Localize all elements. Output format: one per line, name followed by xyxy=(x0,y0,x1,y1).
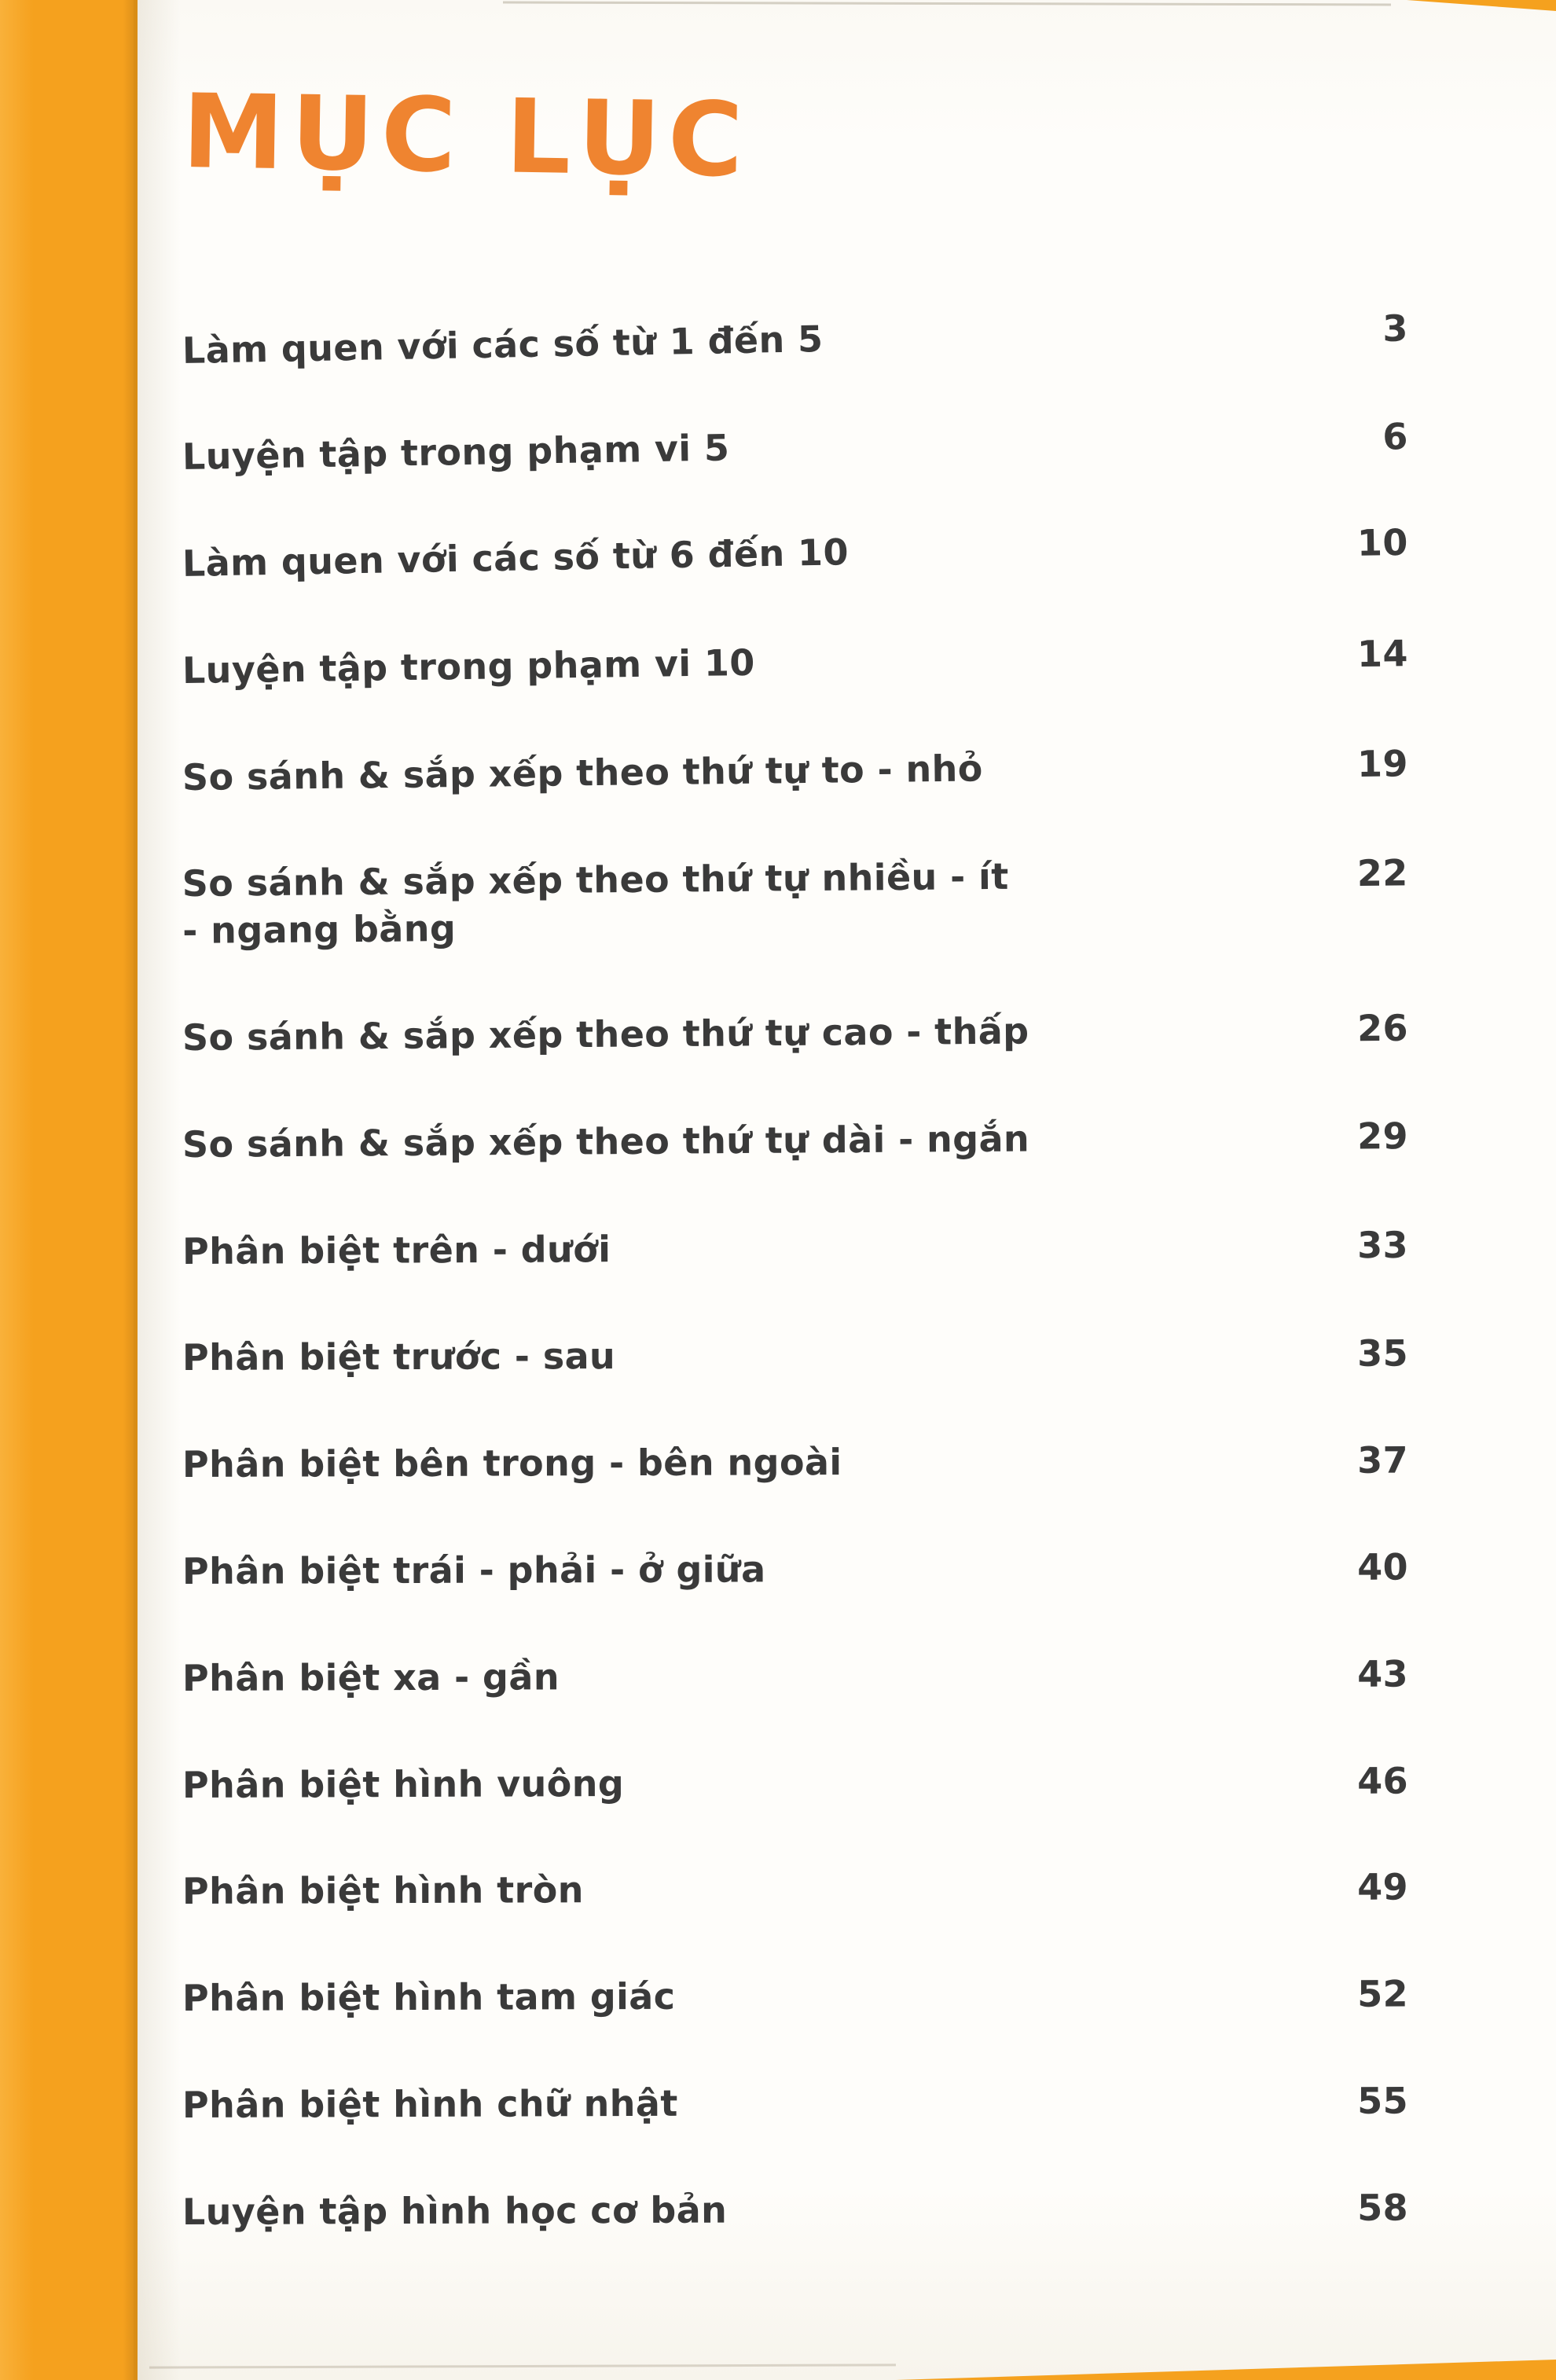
toc-entry-label: Phân biệt bên trong - bên ngoài xyxy=(182,1441,842,1486)
toc-entry-page: 19 xyxy=(1356,741,1409,785)
toc-entry-label: Phân biệt trái - phải - ở giữa xyxy=(182,1548,766,1593)
toc-row xyxy=(182,2184,1408,2235)
scan-edge-top xyxy=(503,2,1391,6)
toc-entry-page: 22 xyxy=(1356,851,1408,895)
toc-entry-page: 35 xyxy=(1357,1332,1409,1375)
scan-corner-bottom-right xyxy=(896,2360,1556,2380)
toc-row xyxy=(182,1005,1408,1062)
toc-row xyxy=(182,413,1409,481)
toc-entry-page: 37 xyxy=(1357,1438,1409,1482)
toc-list xyxy=(182,306,1409,2236)
toc-entry-label: So sánh & sắp xếp theo thứ tự dài - ngắn xyxy=(182,1117,1030,1166)
toc-entry-page: 49 xyxy=(1357,1866,1409,1909)
scan-edge-bottom xyxy=(149,2363,896,2368)
toc-entry-label: Phân biệt hình tròn xyxy=(182,1868,584,1913)
page-title: MỤC LỤC xyxy=(181,72,751,200)
toc-entry-page: 33 xyxy=(1357,1223,1409,1266)
toc-entry-label: Phân biệt hình chữ nhật xyxy=(182,2081,678,2127)
toc-entry-page: 46 xyxy=(1357,1759,1409,1802)
left-border-stripe xyxy=(0,0,134,2380)
toc-entry-page: 55 xyxy=(1357,2079,1409,2122)
toc-row xyxy=(182,1438,1408,1489)
toc-row xyxy=(182,305,1408,374)
toc-entry-label: Phân biệt trên - dưới xyxy=(182,1227,611,1273)
toc-entry-page: 26 xyxy=(1356,1006,1409,1050)
toc-entry-label: Luyện tập hình học cơ bản xyxy=(182,2188,728,2233)
toc-entry-page: 14 xyxy=(1356,632,1409,676)
stripe-shadow xyxy=(138,0,181,2380)
toc-entry-label: Phân biệt hình tam giác xyxy=(182,1975,676,2020)
toc-row xyxy=(182,740,1409,801)
toc-row xyxy=(182,850,1408,955)
toc-entry-label: Phân biệt trước - sau xyxy=(182,1335,616,1379)
toc-entry-page: 52 xyxy=(1357,1972,1409,2016)
toc-entry-page: 6 xyxy=(1382,415,1409,458)
toc-entry-label: Luyện tập trong phạm vi 5 xyxy=(182,426,730,479)
toc-entry-label: So sánh & sắp xếp theo thứ tự nhiều - ít - ngang bằng xyxy=(182,855,1009,953)
toc-entry-page: 58 xyxy=(1357,2186,1409,2229)
toc-entry-page: 43 xyxy=(1357,1652,1409,1695)
toc-entry-page: 29 xyxy=(1356,1114,1409,1158)
scan-corner-top-right xyxy=(1407,0,1556,11)
toc-row xyxy=(182,1864,1408,1915)
toc-entry-label: Luyện tập trong phạm vi 10 xyxy=(182,641,756,692)
toc-entry-page: 3 xyxy=(1382,306,1409,350)
page-content xyxy=(182,68,1408,2236)
toc-row xyxy=(182,1651,1408,1702)
toc-entry-label: So sánh & sắp xếp theo thứ tự to - nhỏ xyxy=(182,747,984,799)
toc-row xyxy=(182,1331,1408,1382)
toc-entry-label: Phân biệt xa - gần xyxy=(182,1655,560,1699)
toc-row xyxy=(182,2078,1408,2129)
toc-entry-label: Phân biệt hình vuông xyxy=(182,1761,625,1806)
toc-entry-page: 10 xyxy=(1356,520,1409,564)
toc-entry-label: So sánh & sắp xếp theo thứ tự cao - thấp xyxy=(182,1009,1029,1060)
toc-row xyxy=(182,1222,1408,1276)
toc-row xyxy=(182,1544,1408,1596)
toc-row xyxy=(182,1757,1408,1809)
toc-entry-label: Làm quen với các số từ 1 đến 5 xyxy=(182,317,824,372)
toc-row xyxy=(182,520,1408,588)
toc-row xyxy=(182,1113,1408,1169)
toc-row xyxy=(182,1971,1408,2022)
toc-row xyxy=(182,630,1409,695)
toc-entry-page: 40 xyxy=(1357,1545,1409,1589)
toc-entry-label: Làm quen với các số từ 6 đến 10 xyxy=(182,531,850,586)
